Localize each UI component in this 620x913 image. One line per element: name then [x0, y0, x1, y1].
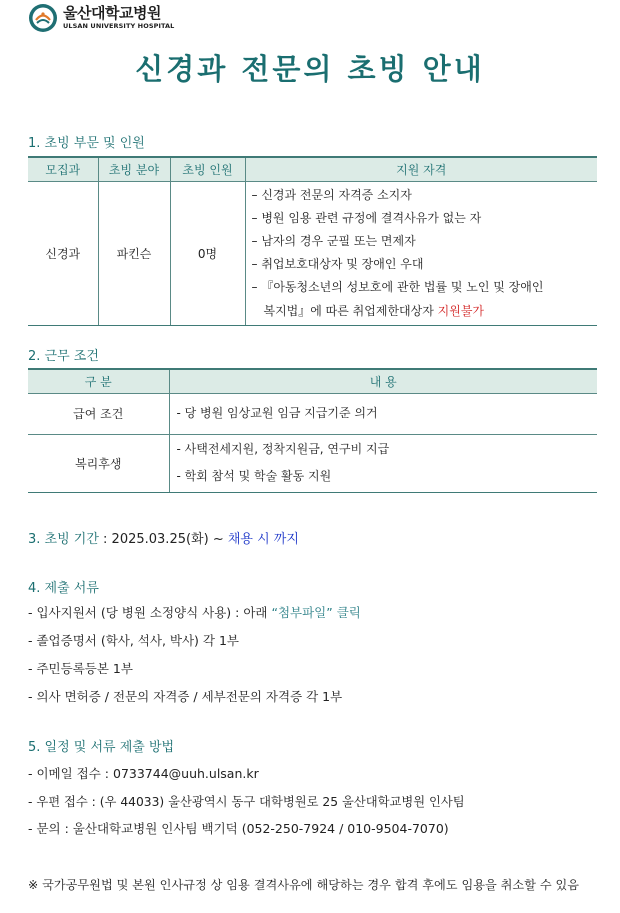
period-value: : 2025.03.25(화) ~ [98, 532, 228, 547]
submission-item: - 우편 접수 : (우 44033) 울산광역시 동구 대학병원로 25 울산대학교병원 인사팀 [28, 795, 465, 809]
column-header: 내 용 [169, 369, 597, 393]
section3-line [28, 528, 299, 547]
hospital-name-en: ULSAN UNIVERSITY HOSPITAL [63, 22, 175, 31]
attachment-link[interactable]: “첨부파일” 클릭 [271, 605, 361, 620]
hospital-name-ko: 울산대학교병원 [63, 4, 161, 23]
qualification-item: – 『아동청소년의 성보호에 관한 법률 및 노인 및 장애인 [251, 280, 544, 295]
section2-heading: 2. 근무 조건 [28, 349, 99, 364]
hospital-logo [28, 2, 174, 34]
hospital-emblem-icon [28, 3, 58, 33]
not-eligible-label: 지원불가 [437, 303, 485, 318]
condition-item: - 학회 참석 및 학술 활동 지원 [176, 469, 332, 483]
document-item: - 졸업증명서 (학사, 석사, 박사) 각 1부 [28, 633, 239, 648]
condition-content [169, 434, 597, 492]
qualifications-cell [245, 181, 597, 325]
count-cell: 0명 [170, 181, 245, 325]
condition-label: 급여 조건 [28, 393, 169, 434]
column-header: 초빙 인원 [170, 157, 245, 181]
condition-content [169, 393, 597, 434]
section3-heading: 3. 초빙 기간 [28, 532, 99, 547]
field-cell: 파킨슨 [98, 181, 170, 325]
section1-heading: 1. 초빙 부문 및 인원 [28, 136, 145, 151]
column-header: 지원 자격 [245, 157, 597, 181]
condition-item: - 사택전세지원, 정착지원금, 연구비 지급 [176, 442, 390, 456]
period-highlight: 채용 시 까지 [227, 532, 299, 547]
table-row [28, 181, 597, 325]
column-header: 초빙 분야 [98, 157, 170, 181]
conditions-table [28, 368, 597, 493]
table-header-row [28, 157, 597, 181]
qualification-item-continued: 복지법』에 따른 취업제한대상자 지원불가 [263, 303, 485, 318]
submission-item: - 문의 : 울산대학교병원 인사팀 백기덕 (052-250-7924 / 010-9504-7070) [28, 821, 449, 836]
condition-label: 복리후생 [28, 434, 169, 492]
column-header: 모집과 [28, 157, 98, 181]
table-row [28, 393, 597, 434]
qualification-item: – 신경과 전문의 자격증 소지자 [251, 187, 412, 202]
qualification-item: – 병원 임용 관련 규정에 결격사유가 없는 자 [251, 210, 482, 225]
dept-cell: 신경과 [28, 181, 98, 325]
section4-heading: 4. 제출 서류 [28, 581, 99, 596]
qualification-item: – 남자의 경우 군필 또는 면제자 [251, 233, 416, 248]
document-item: - 입사지원서 (당 병원 소정양식 사용) : 아래 “첨부파일” 클릭 [28, 605, 361, 620]
document-item: - 주민등록등본 1부 [28, 661, 133, 676]
submission-item: - 이메일 접수 : 0733744@uuh.ulsan.kr [28, 766, 259, 781]
condition-item: - 당 병원 임상교원 임금 지급기준 의거 [176, 406, 378, 420]
column-header: 구 분 [28, 369, 169, 393]
section5-heading: 5. 일정 및 서류 제출 방법 [28, 740, 175, 755]
footnote: ※ 국가공무원법 및 본원 인사규정 상 임용 결격사유에 해당하는 경우 합격 후에도 임용을 취소할 수 있음 [28, 878, 580, 892]
document-item: - 의사 면허증 / 전문의 자격증 / 세부전문의 자격증 각 1부 [28, 689, 343, 704]
table-header-row [28, 369, 597, 393]
qualification-item: – 취업보호대상자 및 장애인 우대 [251, 257, 424, 272]
table-row [28, 434, 597, 492]
recruitment-table [28, 156, 597, 326]
page-title: 신경과 전문의 초빙 안내 [135, 52, 485, 86]
